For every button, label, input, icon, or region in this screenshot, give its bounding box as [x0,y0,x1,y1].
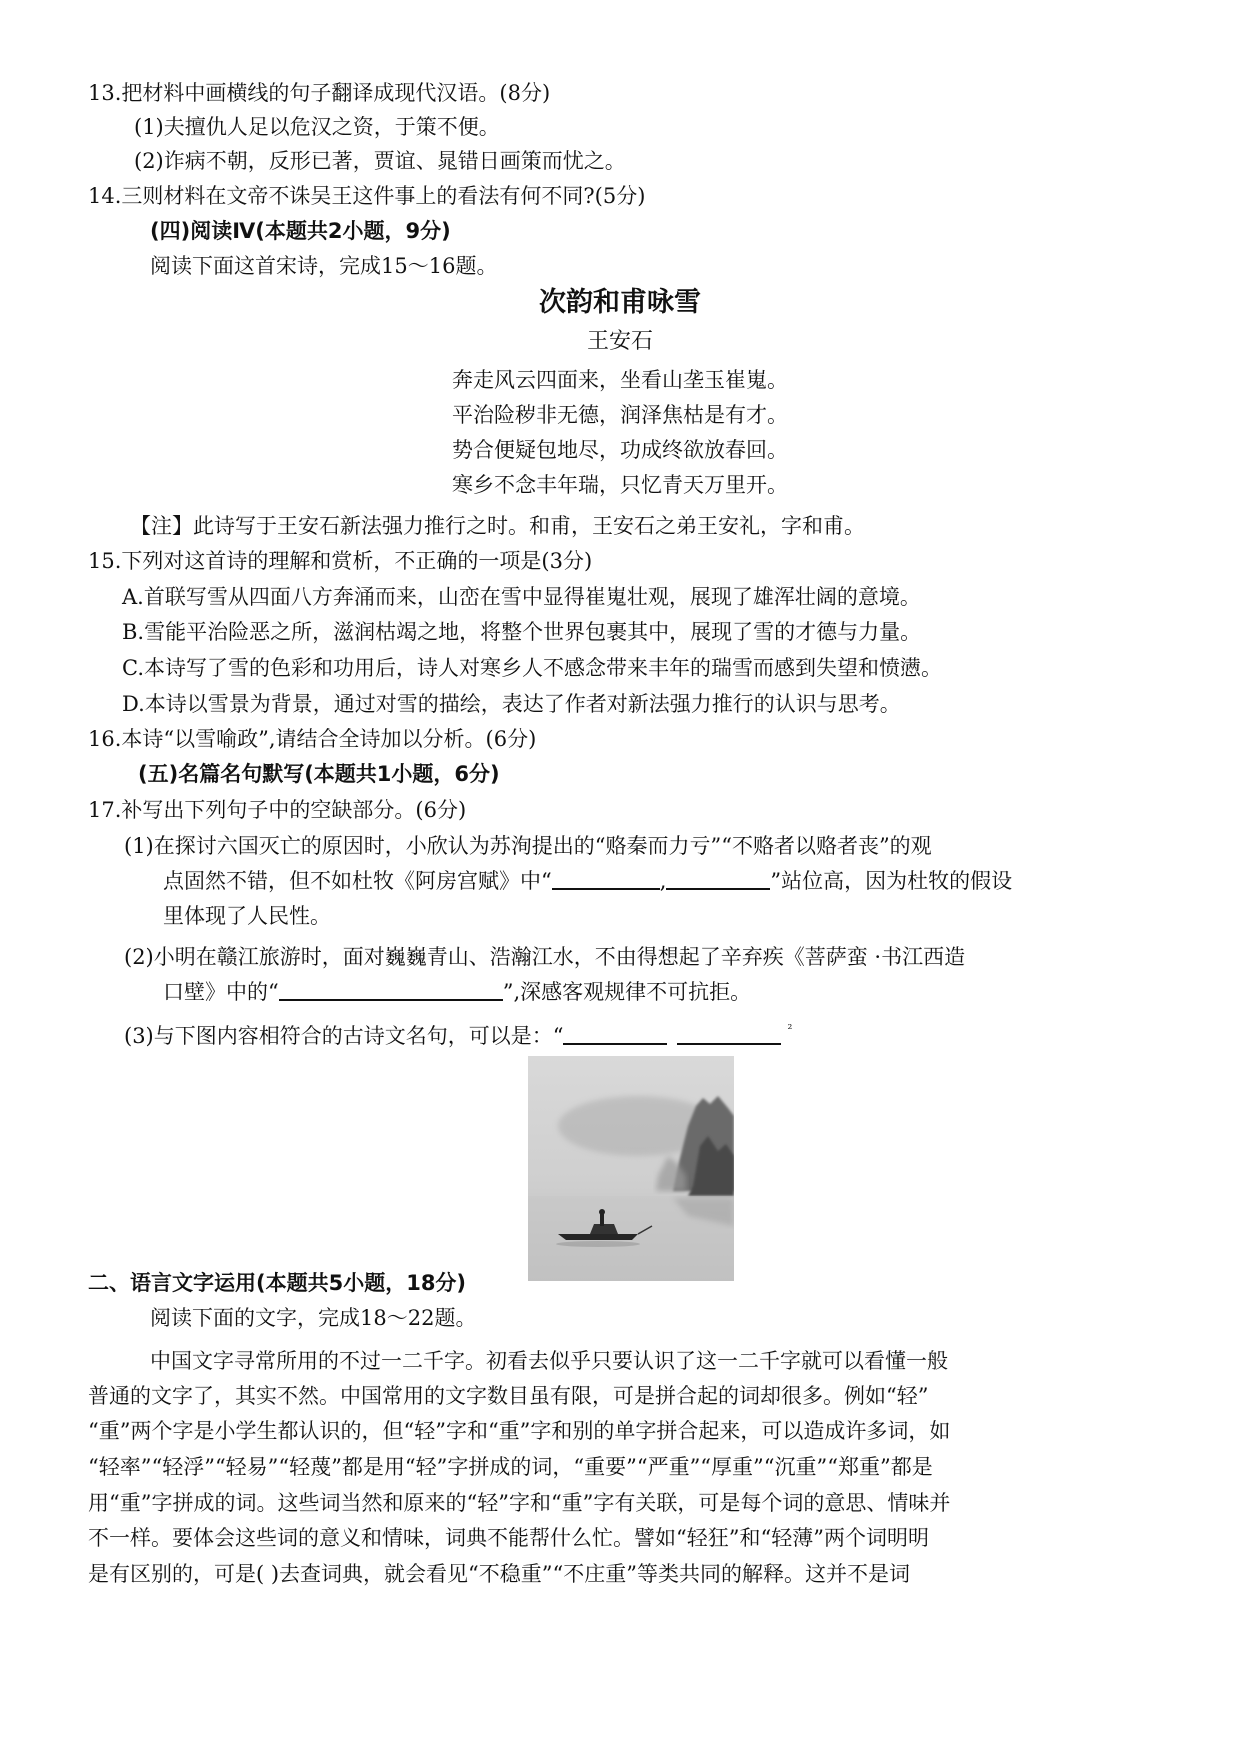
q15-option-b: B.雪能平治险恶之所，滋润枯竭之地，将整个世界包裹其中，展现了雪的才德与力量。 [122,620,922,644]
q13-stem: 13.把材料中画横线的句子翻译成现代汉语。(8分) [88,81,551,105]
q17-part1-text-before: 点固然不错，但不如杜牧《阿房宫赋》中“ [163,869,552,893]
fill-blank-2[interactable] [279,977,503,1001]
poem-note: 【注】此诗写于王安石新法强力推行之时。和甫，王安石之弟王安礼，字和甫。 [130,514,865,538]
q15-stem: 15.下列对这首诗的理解和赏析，不正确的一项是(3分) [88,549,593,573]
part2-heading: 二、语言文字运用(本题共5小题，18分) [88,1271,467,1295]
q14-stem: 14.三则材料在文帝不诛吴王这件事上的看法有何不同?(5分) [88,184,646,208]
q13-sentence-1: (1)夫擅仇人足以危汉之资，于策不便。 [134,115,500,139]
q17-part3-line [124,1014,792,1051]
reading4-intro: 阅读下面这首宋诗，完成15～16题。 [150,254,498,278]
q17-part2-line1: (2)小明在赣江旅游时，面对巍巍青山、浩瀚江水，不由得想起了辛弃疾《菩萨蛮 ·书江西造 [124,945,966,969]
part2-intro: 阅读下面的文字，完成18～22题。 [150,1306,477,1330]
passage-line-5: 用“重”字拼成的词。这些词当然和原来的“轻”字和“重”字有关联，可是每个词的意思、情味并 [88,1491,951,1515]
q17-part2-line2 [163,977,751,1007]
q15-option-c: C.本诗写了雪的色彩和功用后，诗人对寒乡人不感念带来丰年的瑞雪而感到失望和愤懑。 [122,656,942,680]
poem-title: 次韵和甫咏雪 [539,287,701,318]
poem-line-2: 平治险秽非无德，润泽焦枯是有才。 [452,403,788,427]
q17-part3-mark: ² [787,1022,793,1036]
q17-part1-line2 [163,866,1012,896]
q13-sentence-2: (2)诈病不朝，反形已著，贾谊、晁错日画策而忧之。 [134,149,626,173]
passage-line-3: “重”两个字是小学生都认识的，但“轻”字和“重”字和别的单字拼合起来，可以造成许多词，如 [88,1419,951,1443]
passage-line-7: 是有区别的，可是( )去查词典，就会看见“不稳重”“不庄重”等类共同的解释。这并不是词 [88,1562,911,1586]
passage-line-1: 中国文字寻常所用的不过一二千字。初看去似乎只要认识了这一二千字就可以看懂一般 [150,1349,948,1373]
q17-part1-line3: 里体现了人民性。 [163,904,331,928]
section5-heading: (五)名篇名句默写(本题共1小题，6分) [138,762,500,786]
q16-stem: 16.本诗“以雪喻政”,请结合全诗加以分析。(6分) [88,727,537,751]
passage-line-6: 不一样。要体会这些词的意义和情味，词典不能帮什么忙。譬如“轻狂”和“轻薄”两个词明明 [88,1526,929,1550]
fill-blank-1a[interactable] [552,866,660,890]
poem-line-4: 寒乡不念丰年瑞，只忆青天万里开。 [452,473,788,497]
reading4-heading: (四)阅读Ⅳ(本题共2小题，9分) [150,219,451,243]
fill-blank-3a[interactable] [563,1021,667,1045]
passage-line-2: 普通的文字了，其实不然。中国常用的文字数目虽有限，可是拼合起的词却很多。例如“轻” [88,1384,929,1408]
q17-part3-text-before: (3)与下图内容相符合的古诗文名句，可以是：“ [124,1024,564,1048]
poem-line-3: 势合便疑包地尽，功成终欲放春回。 [452,438,788,462]
q17-part2-text-after: ”,深感客观规律不可抗拒。 [502,980,752,1004]
fill-blank-3b[interactable] [677,1021,781,1045]
q17-stem: 17.补写出下列句子中的空缺部分。(6分) [88,798,467,822]
q17-part2-text-before: 口壁》中的“ [163,980,279,1004]
ink-painting-boat-mountain [528,1056,734,1281]
q17-part1-line1: (1)在探讨六国灭亡的原因时，小欣认为苏洵提出的“赂秦而力亏”“不赂者以赂者丧”的观 [124,834,932,858]
poem-author: 王安石 [586,329,653,354]
passage-line-4: “轻率”“轻浮”“轻易”“轻蔑”都是用“轻”字拼成的词，“重要”“严重”“厚重”“沉重”“郑重”都是 [88,1455,933,1479]
q15-option-d: D.本诗以雪景为背景，通过对雪的描绘，表达了作者对新法强力推行的认识与思考。 [122,692,901,716]
q17-part1-separator: , [659,869,667,893]
fill-blank-1b[interactable] [666,866,770,890]
q15-option-a: A.首联写雪从四面八方奔涌而来，山峦在雪中显得崔嵬壮观，展现了雄浑壮阔的意境。 [122,585,921,609]
q17-part1-text-after: ”站位高，因为杜牧的假设 [770,869,1013,893]
poem-line-1: 奔走风云四面来，坐看山垄玉崔嵬。 [452,368,788,392]
